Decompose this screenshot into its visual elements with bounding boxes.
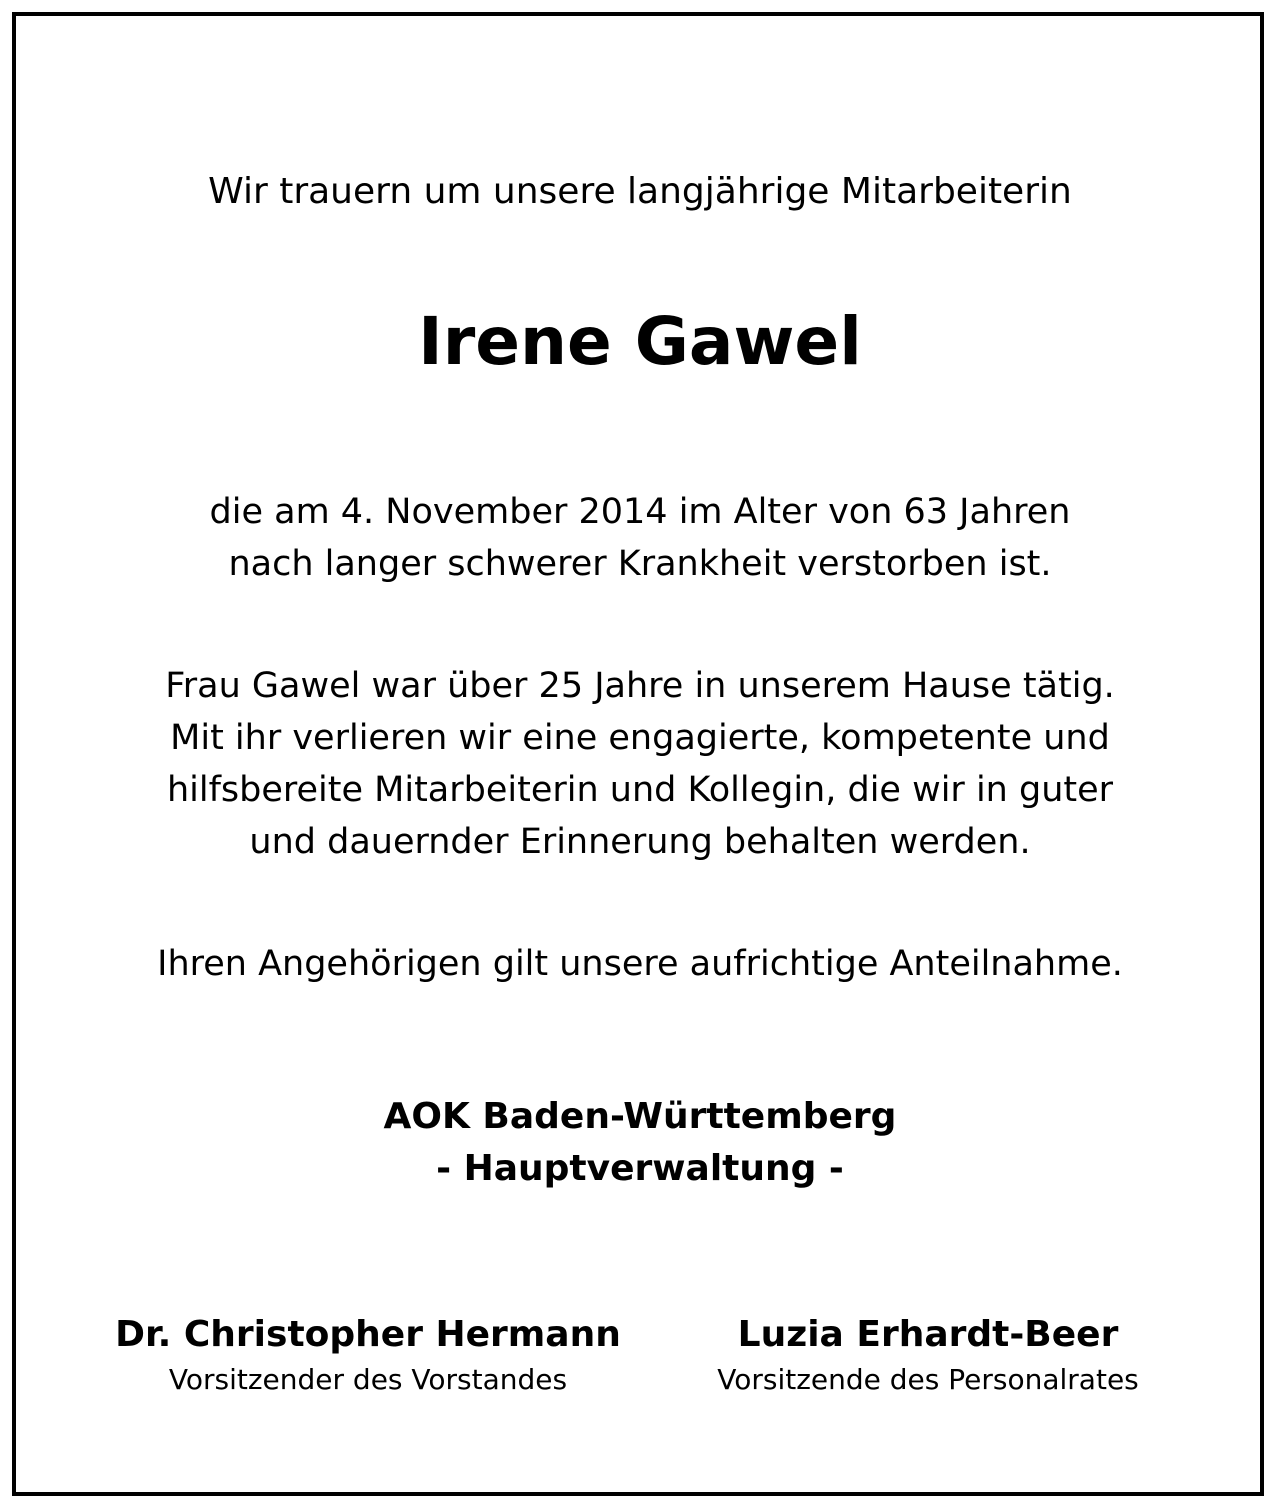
text-line: und dauernder Erinnerung behalten werden. — [249, 822, 1031, 862]
signatory-role: Vorsitzende des Personalrates — [717, 1363, 1139, 1396]
deceased-name: Irene Gawel — [418, 303, 862, 380]
paragraph-tribute — [0, 660, 1280, 868]
text-line: die am 4. November 2014 im Alter von 63 Jahren — [209, 492, 1071, 532]
signatory-name: Dr. Christopher Hermann — [115, 1314, 621, 1355]
signatory-role: Vorsitzender des Vorstandes — [168, 1363, 568, 1396]
text-line: Mit ihr verlieren wir eine engagierte, kompetente und — [170, 718, 1110, 758]
paragraph-death-details — [0, 486, 1280, 590]
text-line: Ihren Angehörigen gilt unsere aufrichtige Anteilnahme. — [157, 944, 1123, 984]
organization-name: AOK Baden-Württemberg — [383, 1096, 897, 1137]
text-line: Frau Gawel war über 25 Jahre in unserem Hause tätig. — [165, 666, 1115, 706]
organization-division: - Hauptverwaltung - — [436, 1148, 844, 1189]
paragraph-condolence — [0, 938, 1280, 990]
intro-line: Wir trauern um unsere langjährige Mitarbeiterin — [208, 171, 1072, 212]
signatory-left — [40, 1310, 696, 1400]
text-line: nach langer schwerer Krankheit verstorben ist. — [228, 544, 1052, 584]
signatory-right — [600, 1310, 1256, 1400]
text-line: hilfsbereite Mitarbeiterin und Kollegin, die wir in guter — [166, 770, 1114, 810]
signatory-name: Luzia Erhardt-Beer — [737, 1314, 1119, 1355]
